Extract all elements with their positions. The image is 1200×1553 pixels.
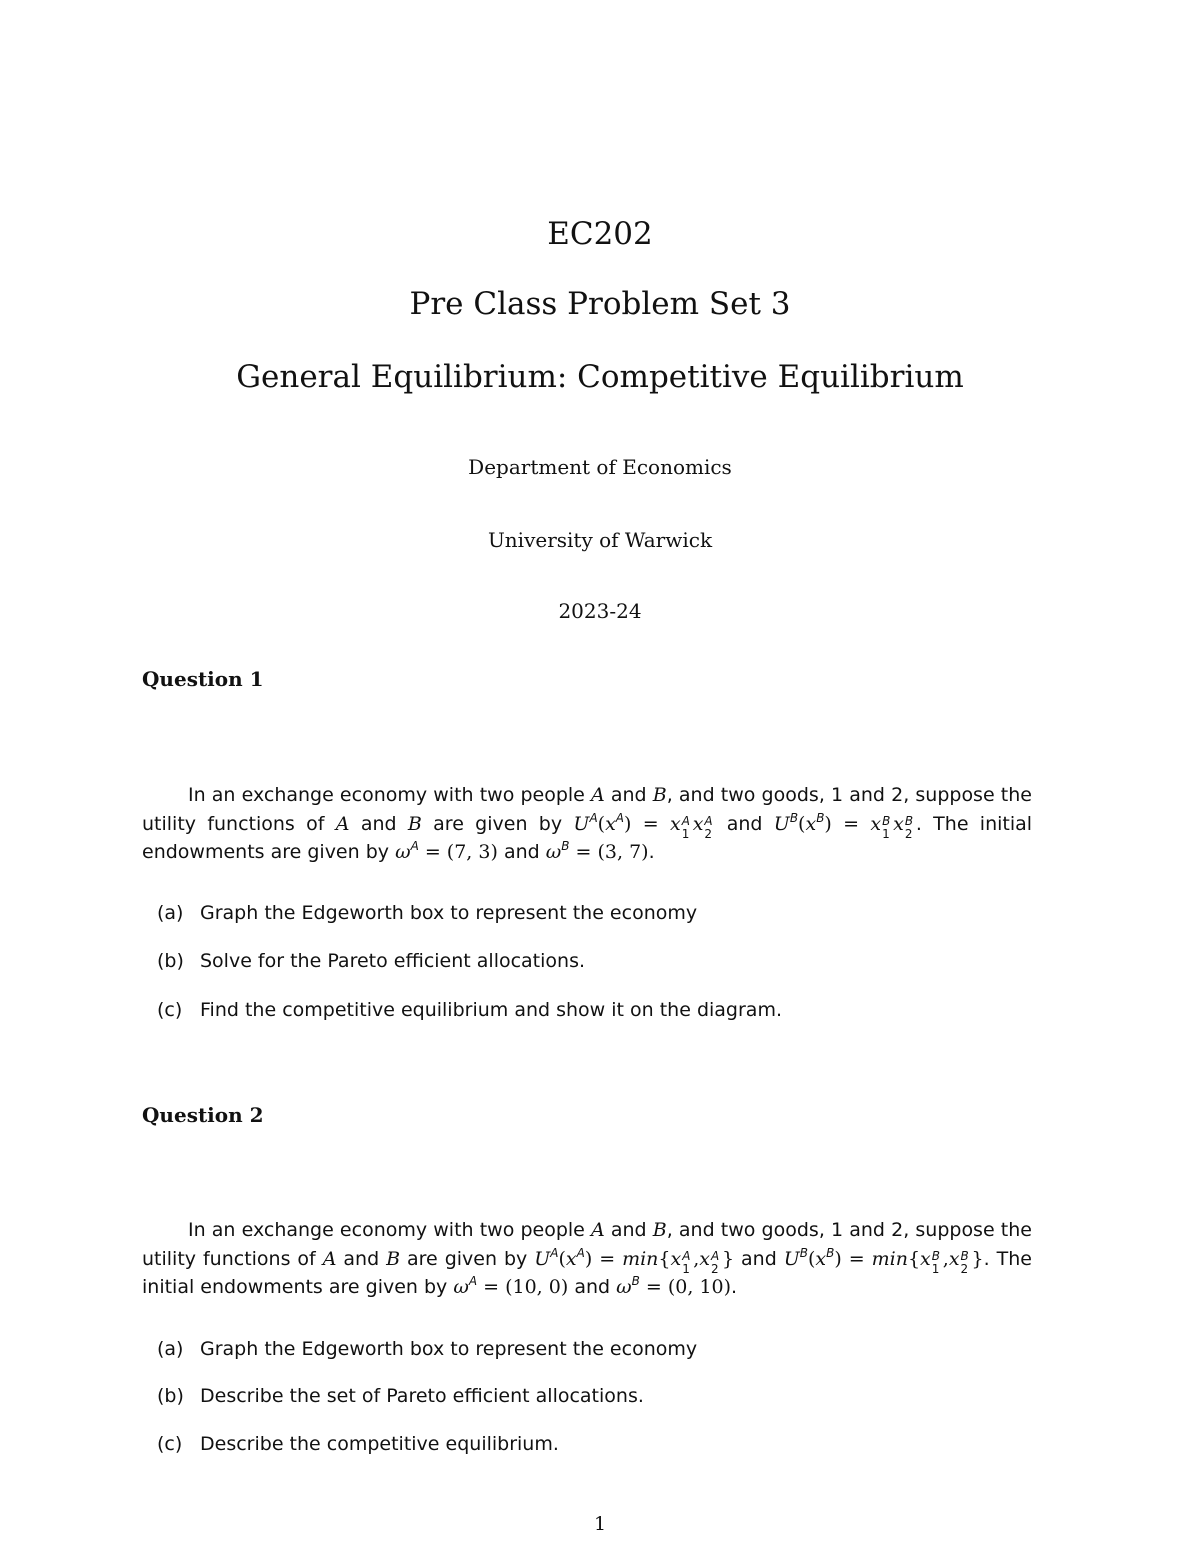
academic-year: 2023-24 xyxy=(558,599,642,623)
university: University of Warwick xyxy=(487,528,713,552)
question-1-heading: Question 1 xyxy=(142,667,264,691)
department: Department of Economics xyxy=(468,455,732,479)
question-2-part-c: (c) Describe the competitive equilibrium. xyxy=(157,1433,559,1455)
question-2-text: In an exchange economy with two people A and B, and two goods, 1 and 2, suppose the utility functions of A and B are given by $U^A(x^A) = \min\{x$ A 1 ,x A 2 } and $U^B(x^B) = \min\{x$ B 1 ,x B 2 }. The initial endowments are given by $\omega^A = (10$, 0) and $\omega^B = (0$, 10). xyxy=(142,1219,1032,1298)
course-code: EC202 xyxy=(547,216,653,252)
question-2-heading: Question 2 xyxy=(142,1103,264,1127)
question-1-text: In an exchange economy with two people A and B, and two goods, 1 and 2, suppose the utility functions of A and B are given by $U^A(x^A) = x$ A 1 x A 2 and $U^B(x^B) = x$ B 1 x B 2 . The initial endowments are given by $\omega^A = (7$, 3) and $\omega^B = (3$, 7). xyxy=(142,784,1033,863)
question-1-part-a: (a) Graph the Edgeworth box to represent the economy xyxy=(157,902,698,924)
question-1-part-b: (b) Solve for the Pareto efficient allocations. xyxy=(157,950,586,972)
question-1-part-c: (c) Find the competitive equilibrium and show it on the diagram. xyxy=(157,999,782,1021)
question-2-part-b: (b) Describe the set of Pareto efficient allocations. xyxy=(157,1385,644,1407)
topic-title: General Equilibrium: Competitive Equilibrium xyxy=(236,359,964,395)
page-number: 1 xyxy=(593,1513,607,1535)
problem-set-title: Pre Class Problem Set 3 xyxy=(409,286,791,322)
question-2-part-a: (a) Graph the Edgeworth box to represent the economy xyxy=(157,1338,698,1360)
